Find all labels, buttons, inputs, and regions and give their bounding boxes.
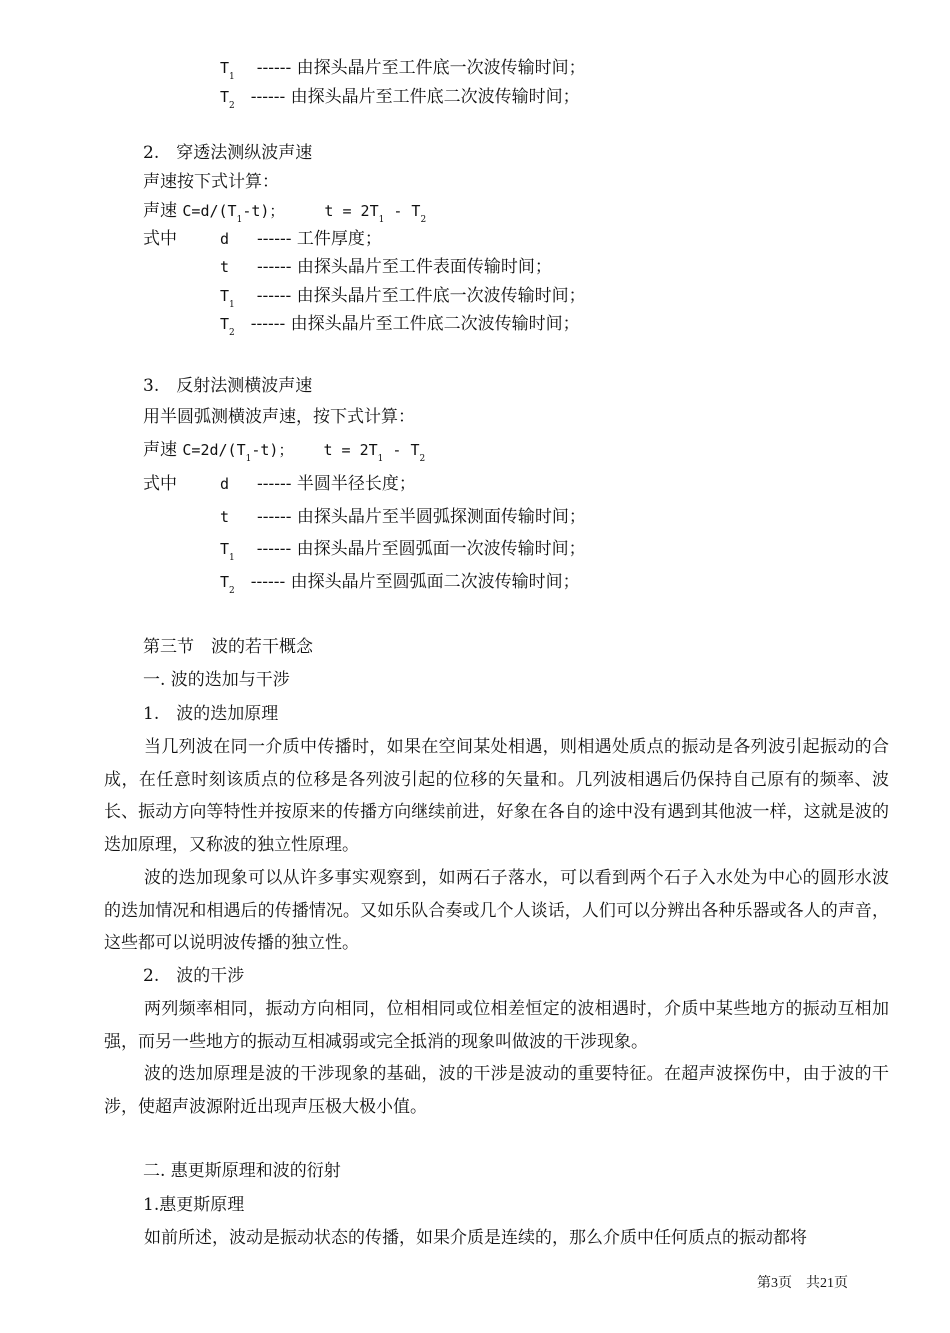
subscript: 1 (229, 300, 235, 310)
section-heading: 3. 反射法测横波声速 (143, 376, 313, 396)
formula-part: t = 2T (324, 202, 379, 220)
subscript: 1 (378, 215, 385, 225)
symbol: T (220, 573, 230, 591)
definition-text: ------ 由探头晶片至工件底二次波传输时间； (250, 314, 580, 334)
subscript: 2 (229, 328, 235, 338)
def-d-line (220, 228, 382, 250)
section-intro: 声速按下式计算： (143, 172, 279, 192)
definition-text: ------ 由探头晶片至半圆弧探测面传输时间； (257, 507, 586, 527)
subscript: 1 (236, 215, 243, 225)
section-intro: 用半圆弧测横波声速，按下式计算： (143, 407, 415, 427)
formula-part: C=2d/(T (182, 441, 246, 459)
subscript: 1 (229, 72, 235, 82)
paragraph: 波的迭加现象可以从许多事实观察到，如两石子落水，可以看到两个石子入水处为中心的圆形水波的迭加情况和相遇后的传播情况。又如乐队合奏或几个人谈话，人们可以分辨出各种乐器或各人的声音，这些都可以说明波传播的独立性。 (104, 868, 889, 953)
subscript: 1 (229, 553, 235, 563)
definition-text: ------ 由探头晶片至圆弧面二次波传输时间； (250, 572, 580, 592)
paragraph: 两列频率相同，振动方向相同，位相相同或位相差恒定的波相遇时，介质中某些地方的振动互相加强，而另一些地方的振动互相减弱或完全抵消的现象叫做波的干涉现象。 (104, 999, 889, 1052)
subscript: 1 (245, 454, 252, 464)
paragraph: 当几列波在同一介质中传播时，如果在空间某处相遇，则相遇处质点的振动是各列波引起振动的合成，在任意时刻该质点的位移是各列波引起的位移的矢量和。几列波相遇后仍保持自己原有的频率、波长、振动方向等特性并按原来的传播方向继续前进，好象在各自的途中没有遇到其他波一样，这就是波的迭加原理，又称波的独立性原理。 (104, 737, 889, 855)
subscript: 2 (420, 215, 427, 225)
definition-text: ------ 半圆半径长度； (257, 474, 416, 494)
definition-text: ------ 由探头晶片至圆弧面一次波传输时间； (256, 539, 586, 559)
subscript: 2 (419, 454, 426, 464)
subscript: 2 (229, 101, 235, 111)
def-d-line (220, 473, 416, 495)
subsection-heading: 二. 惠更斯原理和波的衍射 (143, 1161, 341, 1181)
definition-text: ------ 由探头晶片至工件表面传输时间； (257, 257, 552, 277)
symbol: d (220, 230, 230, 248)
section-heading: 2. 穿透法测纵波声速 (143, 143, 313, 163)
formula-line (143, 439, 425, 470)
symbol: d (220, 475, 230, 493)
def-t-line (220, 256, 552, 278)
def-t1-line (220, 538, 586, 569)
symbol: T (220, 287, 230, 305)
formula-part: - T (384, 202, 421, 220)
formula-label: 声速 (143, 440, 177, 460)
definition-text: ------ 工件厚度； (257, 229, 382, 249)
item-heading: 1. 波的迭加原理 (143, 704, 279, 724)
item-heading: 2. 波的干涉 (143, 966, 245, 986)
definition-text: ------ 由探头晶片至工件底一次波传输时间； (256, 286, 586, 306)
symbol: T (220, 59, 230, 77)
def-t2-line (220, 313, 580, 344)
formula-label: 声速 (143, 201, 177, 221)
formula-part: -t)； (251, 441, 294, 459)
subscript: 1 (377, 454, 384, 464)
subscript: 2 (229, 586, 235, 596)
def-t1-line (220, 57, 586, 88)
def-t2-line (220, 571, 580, 602)
page-number-footer: 第3页 共21页 (757, 1276, 848, 1291)
chapter-section-title: 第三节 波的若干概念 (143, 637, 313, 657)
definition-text: ------ 由探头晶片至工件底一次波传输时间； (256, 58, 586, 78)
paragraph: 如前所述，波动是振动状态的传播，如果介质是连续的，那么介质中任何质点的振动都将 (144, 1228, 807, 1248)
where-label: 式中 (143, 474, 177, 494)
formula-part: - T (383, 441, 420, 459)
formula-part: C=d/(T (182, 202, 237, 220)
formula-part: -t)； (242, 202, 285, 220)
subsection-heading: 一. 波的迭加与干涉 (143, 670, 290, 690)
symbol: T (220, 540, 230, 558)
symbol: T (220, 88, 230, 106)
where-label: 式中 (143, 229, 177, 249)
formula-part: t = 2T (323, 441, 378, 459)
def-t1-line (220, 285, 586, 316)
def-t2-line (220, 86, 580, 117)
def-t-line (220, 506, 586, 528)
definition-text: ------ 由探头晶片至工件底二次波传输时间； (250, 87, 580, 107)
symbol: T (220, 315, 230, 333)
paragraph: 波的迭加原理是波的干涉现象的基础，波的干涉是波动的重要特征。在超声波探伤中，由于波的干涉，使超声波源附近出现声压极大极小值。 (104, 1064, 889, 1117)
symbol: t (220, 508, 230, 526)
item-heading: 1.惠更斯原理 (143, 1195, 245, 1215)
symbol: t (220, 258, 230, 276)
formula-line (143, 200, 426, 231)
